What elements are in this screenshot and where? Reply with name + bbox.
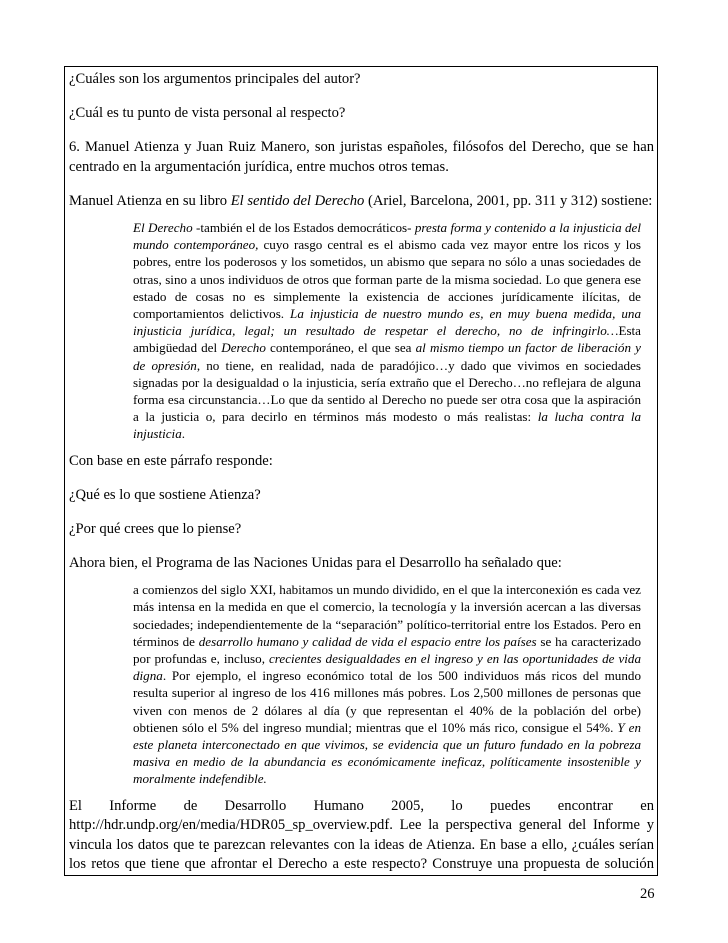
italic-run: La injusticia de nuestro mundo es, en muy buena medida, una injusticia jurídica, legal; un resultado de respetar el derecho, no de infringirlo… [133,306,641,339]
text-run: -también el de los Estados democráticos- [192,220,415,235]
informe-line-1: El Informe de Desarrollo Humano 2005, lo puedes encontrar en [69,797,654,814]
pnud-intro: Ahora bien, el Programa de las Naciones Unidas para el Desarrollo ha señalado que: [69,554,562,571]
italic-run: Y en este planeta interconectado en que vivimos, se evidencia que un futuro fundado en la pobreza masiva en medio de la abundancia es económicamente ineficaz, políticamente insostenible y moralmente indefendible. [133,719,642,787]
atienza-quote [133,219,641,443]
atienza-intro-post: (Ariel, Barcelona, 2001, pp. 311 y 312) sostiene: [364,192,653,209]
italic-run: al mismo tiempo un factor de liberación y de opresión [133,340,641,373]
italic-run: presta forma y contenido a la injusticia del mundo contemporáneo, [133,220,642,253]
italic-run: El Derecho [133,220,193,235]
pnud-quote [133,581,641,787]
informe-paragraph: http://hdr.undp.org/en/media/HDR05_sp_overview.pdf. Lee la perspectiva general del Informe y vincula los datos que te parezcan relevantes con la ideas de Atienza. En base a ello, ¿cuáles serían los retos que tiene que afrontar el Derecho a este respecto? Construye una propuesta de solución [69,817,654,873]
atienza-intro [69,192,654,212]
item-6-paragraph: 6. Manuel Atienza y Juan Ruiz Manero, son juristas españoles, filósofos del Derecho, que se han centrado en la argumentación jurídica, entre muchos otros temas. [69,139,654,175]
text-run: . Por ejemplo, el ingreso económico total de los 500 individuos más ricos del mundo resulta superior al ingreso de los 416 millones más pobres. Los 2,500 millones de personas que viven con menos de 2 dólares al día (y que representan el 40% de la población del orbe) obtienen sólo el 5% del ingreso mundial; mientras que el 10% más rico, consigue el 54%. [133,668,641,735]
book-title: El sentido del Derecho [230,192,365,209]
con-base-prompt: Con base en este párrafo responde: [69,452,273,469]
question-what-atienza-holds: ¿Qué es lo que sostiene Atienza? [69,486,261,503]
content-frame [64,66,658,876]
question-why-he-thinks: ¿Por qué crees que lo piense? [69,520,242,537]
page-number: 26 [640,886,655,902]
italic-run: la lucha contra la injusticia [133,409,642,442]
italic-run: desarrollo humano y calidad de vida el espacio entre los países [198,633,537,649]
text-run: cuyo rasgo central es el abismo cada vez mayor entre los ricos y los pobres, entre los poderosos y los sometidos, un abismo que separa no sólo a unas sociedades de otras, sino a unos individuos de otros que forman parte de la misma sociedad. Lo que genera ese estado de cosas no es simplemente la existencia de acciones jurídicamente ilícitas, de comportamientos delictivos. [133,237,641,322]
text-run: Esta ambigüedad del [133,323,641,356]
atienza-intro-pre: Manuel Atienza en su libro [69,192,231,209]
text-run: contemporáneo, el que sea [265,340,416,356]
text-run: se ha caracterizado por profundas e, incluso, [133,633,641,666]
italic-run: Derecho [221,340,266,356]
italic-run: crecientes desigualdades en el ingreso y en las oportunidades de vida digna [133,650,641,684]
text-run: a comienzos del siglo XXI, habitamos un mundo dividido, en el que la interconexión es cada vez más intensa en la medida en que el comercio, la tecnología y la inversión acercan a las diversas sociedades; independientemente de la “separación” político-territorial entre los Estados. Pero en términos de [133,582,641,649]
question-main-arguments: ¿Cuáles son los argumentos principales del autor? [69,71,361,87]
text-run: , no tiene, en realidad, nada de paradójico…y dado que vivimos en sociedades signadas por la desigualdad o la injusticia, sería extraño que el Derecho…no reflejara de alguna forma esa circunstancia…Lo que da sentido al Derecho no puede ser otra cosa que la aspiración a la justicia o, para decirlo en términos más modesto o más realistas: [133,357,641,425]
text-run: . [181,426,186,442]
question-personal-view: ¿Cuál es tu punto de vista personal al respecto? [69,105,346,121]
